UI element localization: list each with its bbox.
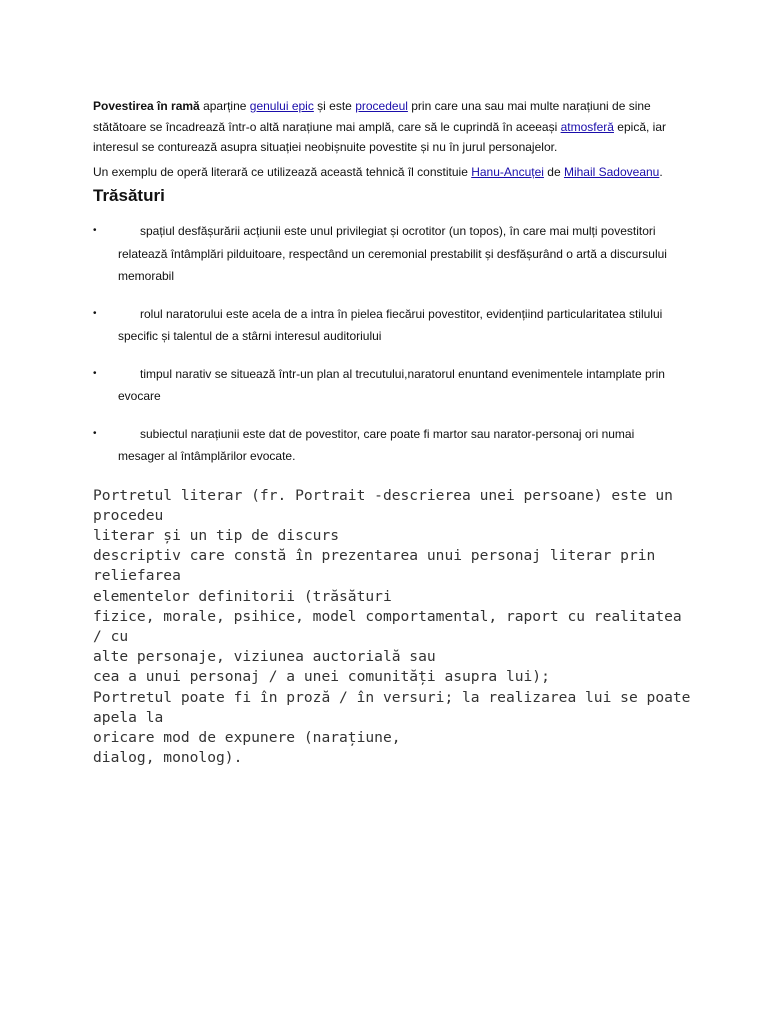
list-item xyxy=(93,303,673,348)
text-line: descriptiv care constă în prezentarea unui personaj literar prin reliefarea xyxy=(93,547,656,585)
example-text-1: Un exemplu de operă literară ce utilizează această tehnică îl constituie xyxy=(93,164,472,179)
intro-text-3: prin care una sau mai multe narațiuni de sine stătătoare se încadrează într-o altă narațiune mai amplă, care să le cuprindă în aceeași xyxy=(93,99,651,134)
bullet-icon: • xyxy=(93,427,97,439)
text-line: Portretul literar (fr. Portrait -descrierea unei persoane) este un procedeu xyxy=(93,486,673,524)
portrait-definition-block xyxy=(93,486,693,769)
text-line: Portretul poate fi în proză / în versuri; la realizarea lui se poate apela la xyxy=(93,688,691,726)
text-line: dialog, monolog). xyxy=(93,749,243,767)
link-genului-epic[interactable]: genului epic xyxy=(249,99,314,113)
example-text-3: . xyxy=(659,164,663,179)
list-item xyxy=(93,220,673,288)
section-heading: Trăsături xyxy=(93,186,165,205)
intro-text-1: aparține xyxy=(199,99,250,113)
list-item-text: subiectul narațiunii este dat de povestitor, care poate fi martor sau narator-personaj ori numai mesager al întâmplărilor evocate. xyxy=(118,426,635,463)
bullet-icon: • xyxy=(93,367,97,379)
list-item-text: timpul narativ se situează într-un plan al trecutului,naratorul enuntand evenimentele intamplate prin evocare xyxy=(118,366,665,403)
text-line: elementelor definitorii (trăsături xyxy=(93,587,392,605)
text-line: cea a unui personaj / a unei comunități asupra lui); xyxy=(93,668,550,686)
list-item-text: rolul naratorului este acela de a intra în pielea fiecărui povestitor, evidențiind particularitatea stilului specific și talentul de a stârni interesul auditoriului xyxy=(118,306,663,343)
list-item-text: spațiul desfășurării acțiunii este unul privilegiat și ocrotitor (un topos), în care mai mulți povestitori relatează întâmplări pilduitoare, respectând un ceremonial prestabilit și desfășurând o artă a discursului memorabil xyxy=(118,224,667,283)
link-procedeul[interactable]: procedeul xyxy=(355,99,408,113)
list-item xyxy=(93,363,673,408)
text-line: fizice, morale, psihice, model comportamental, raport cu realitatea / cu xyxy=(93,607,682,645)
text-line: alte personaje, viziunea auctorială sau xyxy=(93,648,436,666)
link-mihail-sadoveanu[interactable]: Mihail Sadoveanu xyxy=(563,164,660,179)
document-page xyxy=(93,96,691,768)
link-hanu-ancutei[interactable]: Hanu-Ancuței xyxy=(471,164,544,179)
text-line: oricare mod de expunere (narațiune, xyxy=(93,728,401,746)
intro-text-4: epică, iar interesul se conturează asupra situației neobișnuite povestite și nu în jurul personajelor. xyxy=(93,119,666,154)
text-line: literar și un tip de discurs xyxy=(93,526,340,544)
intro-paragraph xyxy=(93,96,673,158)
bullet-icon: • xyxy=(93,225,97,236)
example-text-2: de xyxy=(543,164,564,179)
link-atmosfera[interactable]: atmosferă xyxy=(560,119,614,134)
features-list xyxy=(93,220,673,468)
bullet-icon: • xyxy=(93,307,97,319)
example-paragraph xyxy=(93,162,673,183)
intro-text-2: și este xyxy=(313,99,356,113)
list-item xyxy=(93,423,673,468)
intro-lead-term: Povestirea în ramă xyxy=(93,99,200,113)
